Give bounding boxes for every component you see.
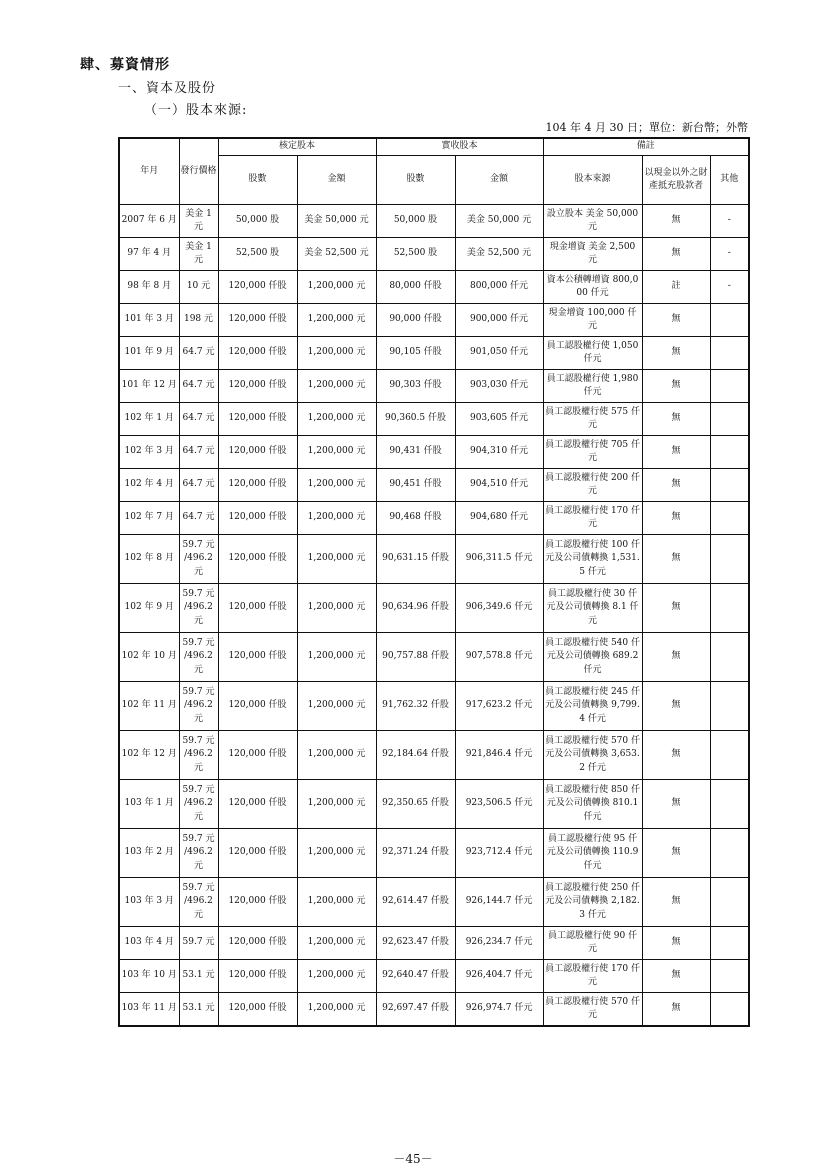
- row-year-month: 102 年 1 月: [119, 403, 179, 436]
- table-row: [119, 502, 749, 535]
- row-issue-price: 64.7 元: [179, 502, 218, 535]
- row-issue-price: 59.7 元 /496.2 元: [179, 535, 218, 584]
- row-paid-shares: 50,000 股: [376, 205, 455, 238]
- row-auth-amount: 1,200,000 元: [297, 535, 376, 584]
- table-row: [119, 535, 749, 584]
- row-source: 員工認股權行使 200 仟元: [543, 469, 642, 502]
- row-paid-amount: 904,510 仟元: [455, 469, 543, 502]
- row-auth-shares: 120,000 仟股: [218, 927, 297, 960]
- row-other: [710, 993, 749, 1026]
- row-non-cash: 無: [642, 403, 710, 436]
- row-non-cash: 無: [642, 960, 710, 993]
- row-paid-amount: 美金 52,500 元: [455, 238, 543, 271]
- table-row: [119, 993, 749, 1026]
- row-issue-price: 64.7 元: [179, 403, 218, 436]
- row-source: 員工認股權行使 90 仟元: [543, 927, 642, 960]
- row-auth-shares: 120,000 仟股: [218, 584, 297, 633]
- row-auth-amount: 美金 50,000 元: [297, 205, 376, 238]
- row-paid-amount: 923,712.4 仟元: [455, 829, 543, 878]
- row-issue-price: 59.7 元 /496.2 元: [179, 682, 218, 731]
- row-issue-price: 59.7 元 /496.2 元: [179, 829, 218, 878]
- row-paid-amount: 926,974.7 仟元: [455, 993, 543, 1026]
- row-auth-amount: 1,200,000 元: [297, 436, 376, 469]
- subsection-heading: 一、資本及股份: [118, 81, 217, 96]
- table-row: [119, 682, 749, 731]
- row-auth-amount: 1,200,000 元: [297, 403, 376, 436]
- row-auth-amount: 1,200,000 元: [297, 927, 376, 960]
- row-source: 員工認股權行使 705 仟元: [543, 436, 642, 469]
- row-paid-shares: 90,631.15 仟股: [376, 535, 455, 584]
- row-auth-amount: 1,200,000 元: [297, 682, 376, 731]
- row-paid-shares: 90,303 仟股: [376, 370, 455, 403]
- header-paid-in: 實收股本: [376, 138, 543, 156]
- row-auth-amount: 1,200,000 元: [297, 960, 376, 993]
- row-paid-shares: 52,500 股: [376, 238, 455, 271]
- row-other: -: [710, 238, 749, 271]
- table-row: [119, 238, 749, 271]
- row-year-month: 102 年 3 月: [119, 436, 179, 469]
- row-source: 員工認股權行使 570 仟元及公司債轉換 3,653.2 仟元: [543, 731, 642, 780]
- row-auth-shares: 120,000 仟股: [218, 403, 297, 436]
- row-auth-shares: 120,000 仟股: [218, 960, 297, 993]
- row-issue-price: 10 元: [179, 271, 218, 304]
- row-non-cash: 無: [642, 584, 710, 633]
- row-paid-shares: 90,634.96 仟股: [376, 584, 455, 633]
- row-source: 員工認股權行使 1,050 仟元: [543, 337, 642, 370]
- row-paid-shares: 92,697.47 仟股: [376, 993, 455, 1026]
- row-source: 員工認股權行使 245 仟元及公司債轉換 9,799.4 仟元: [543, 682, 642, 731]
- row-year-month: 98 年 8 月: [119, 271, 179, 304]
- row-paid-amount: 904,310 仟元: [455, 436, 543, 469]
- row-other: -: [710, 205, 749, 238]
- row-source: 員工認股權行使 170 仟元: [543, 502, 642, 535]
- header-authorized: 核定股本: [218, 138, 376, 156]
- row-other: [710, 370, 749, 403]
- table-row: [119, 731, 749, 780]
- table-row: [119, 633, 749, 682]
- row-source: 員工認股權行使 250 仟元及公司債轉換 2,182.3 仟元: [543, 878, 642, 927]
- row-other: [710, 878, 749, 927]
- table-row: [119, 469, 749, 502]
- row-auth-shares: 120,000 仟股: [218, 993, 297, 1026]
- row-issue-price: 59.7 元 /496.2 元: [179, 731, 218, 780]
- header-source: 股本來源: [543, 156, 642, 205]
- row-issue-price: 64.7 元: [179, 337, 218, 370]
- row-source: 設立股本 美金 50,000 元: [543, 205, 642, 238]
- row-issue-price: 美金 1 元: [179, 238, 218, 271]
- row-source: 員工認股權行使 95 仟元及公司債轉換 110.9 仟元: [543, 829, 642, 878]
- row-auth-shares: 120,000 仟股: [218, 829, 297, 878]
- row-other: [710, 633, 749, 682]
- row-other: [710, 469, 749, 502]
- row-other: [710, 304, 749, 337]
- row-year-month: 101 年 12 月: [119, 370, 179, 403]
- row-auth-shares: 120,000 仟股: [218, 469, 297, 502]
- row-issue-price: 53.1 元: [179, 993, 218, 1026]
- row-other: [710, 927, 749, 960]
- row-paid-amount: 926,404.7 仟元: [455, 960, 543, 993]
- row-year-month: 102 年 11 月: [119, 682, 179, 731]
- row-paid-amount: 903,605 仟元: [455, 403, 543, 436]
- header-non-cash: 以現金以外之財產抵充股款者: [642, 156, 710, 205]
- table-row: [119, 271, 749, 304]
- table-row: [119, 960, 749, 993]
- row-year-month: 102 年 12 月: [119, 731, 179, 780]
- row-year-month: 102 年 10 月: [119, 633, 179, 682]
- unit-note: 104 年 4 月 30 日；單位：新台幣；外幣: [545, 121, 748, 134]
- row-auth-shares: 120,000 仟股: [218, 436, 297, 469]
- row-auth-shares: 50,000 股: [218, 205, 297, 238]
- row-auth-shares: 120,000 仟股: [218, 370, 297, 403]
- row-other: [710, 337, 749, 370]
- row-paid-amount: 904,680 仟元: [455, 502, 543, 535]
- row-paid-amount: 800,000 仟元: [455, 271, 543, 304]
- row-year-month: 2007 年 6 月: [119, 205, 179, 238]
- row-auth-shares: 120,000 仟股: [218, 633, 297, 682]
- row-non-cash: 無: [642, 731, 710, 780]
- row-paid-amount: 921,846.4 仟元: [455, 731, 543, 780]
- row-source: 員工認股權行使 30 仟元及公司債轉換 8.1 仟元: [543, 584, 642, 633]
- row-issue-price: 59.7 元 /496.2 元: [179, 780, 218, 829]
- header-paid-shares: 股數: [376, 156, 455, 205]
- row-auth-shares: 120,000 仟股: [218, 304, 297, 337]
- row-auth-shares: 120,000 仟股: [218, 271, 297, 304]
- row-source: 資本公積轉增資 800,000 仟元: [543, 271, 642, 304]
- table-row: [119, 927, 749, 960]
- row-issue-price: 59.7 元: [179, 927, 218, 960]
- row-auth-shares: 120,000 仟股: [218, 878, 297, 927]
- row-non-cash: 無: [642, 682, 710, 731]
- row-paid-shares: 90,000 仟股: [376, 304, 455, 337]
- row-paid-shares: 92,614.47 仟股: [376, 878, 455, 927]
- table-row: [119, 780, 749, 829]
- row-non-cash: 註: [642, 271, 710, 304]
- row-issue-price: 64.7 元: [179, 370, 218, 403]
- row-year-month: 103 年 11 月: [119, 993, 179, 1026]
- row-auth-shares: 120,000 仟股: [218, 780, 297, 829]
- row-year-month: 103 年 2 月: [119, 829, 179, 878]
- row-non-cash: 無: [642, 829, 710, 878]
- row-year-month: 97 年 4 月: [119, 238, 179, 271]
- section-heading: 肆、募資情形: [80, 57, 170, 73]
- row-paid-shares: 90,431 仟股: [376, 436, 455, 469]
- row-year-month: 103 年 4 月: [119, 927, 179, 960]
- row-paid-shares: 90,468 仟股: [376, 502, 455, 535]
- row-auth-shares: 120,000 仟股: [218, 682, 297, 731]
- row-paid-shares: 90,360.5 仟股: [376, 403, 455, 436]
- row-other: [710, 682, 749, 731]
- row-paid-amount: 美金 50,000 元: [455, 205, 543, 238]
- row-paid-shares: 92,184.64 仟股: [376, 731, 455, 780]
- row-source: 員工認股權行使 100 仟元及公司債轉換 1,531.5 仟元: [543, 535, 642, 584]
- row-source: 現金增資 美金 2,500 元: [543, 238, 642, 271]
- row-paid-amount: 926,234.7 仟元: [455, 927, 543, 960]
- table-row: [119, 403, 749, 436]
- header-remarks: 備註: [543, 138, 749, 156]
- table-row: [119, 304, 749, 337]
- row-year-month: 102 年 7 月: [119, 502, 179, 535]
- row-paid-shares: 80,000 仟股: [376, 271, 455, 304]
- row-year-month: 103 年 1 月: [119, 780, 179, 829]
- subsubsection-heading: （一）股本來源:: [144, 103, 248, 118]
- row-source: 員工認股權行使 540 仟元及公司債轉換 689.2 仟元: [543, 633, 642, 682]
- row-auth-amount: 1,200,000 元: [297, 271, 376, 304]
- header-paid-amount: 金額: [455, 156, 543, 205]
- row-other: [710, 584, 749, 633]
- row-non-cash: 無: [642, 370, 710, 403]
- row-paid-shares: 90,757.88 仟股: [376, 633, 455, 682]
- table-row: [119, 205, 749, 238]
- row-non-cash: 無: [642, 502, 710, 535]
- row-auth-amount: 1,200,000 元: [297, 370, 376, 403]
- row-issue-price: 美金 1 元: [179, 205, 218, 238]
- header-other: 其他: [710, 156, 749, 205]
- row-non-cash: 無: [642, 780, 710, 829]
- row-source: 員工認股權行使 850 仟元及公司債轉換 810.1 仟元: [543, 780, 642, 829]
- row-auth-amount: 1,200,000 元: [297, 780, 376, 829]
- header-issue-price: 發行價格: [179, 138, 218, 205]
- row-paid-amount: 900,000 仟元: [455, 304, 543, 337]
- table-row: [119, 370, 749, 403]
- row-paid-shares: 92,350.65 仟股: [376, 780, 455, 829]
- table-row: [119, 584, 749, 633]
- row-issue-price: 59.7 元 /496.2 元: [179, 633, 218, 682]
- row-other: [710, 436, 749, 469]
- row-year-month: 101 年 9 月: [119, 337, 179, 370]
- row-auth-amount: 1,200,000 元: [297, 993, 376, 1026]
- row-source: 現金增資 100,000 仟元: [543, 304, 642, 337]
- row-auth-amount: 1,200,000 元: [297, 878, 376, 927]
- row-auth-amount: 1,200,000 元: [297, 304, 376, 337]
- row-other: -: [710, 271, 749, 304]
- row-non-cash: 無: [642, 238, 710, 271]
- row-issue-price: 64.7 元: [179, 469, 218, 502]
- row-source: 員工認股權行使 575 仟元: [543, 403, 642, 436]
- row-other: [710, 780, 749, 829]
- row-non-cash: 無: [642, 205, 710, 238]
- header-year-month: 年月: [119, 138, 179, 205]
- row-non-cash: 無: [642, 337, 710, 370]
- row-issue-price: 198 元: [179, 304, 218, 337]
- row-issue-price: 59.7 元 /496.2 元: [179, 878, 218, 927]
- row-paid-shares: 90,451 仟股: [376, 469, 455, 502]
- row-issue-price: 53.1 元: [179, 960, 218, 993]
- table-row: [119, 337, 749, 370]
- row-issue-price: 64.7 元: [179, 436, 218, 469]
- row-paid-shares: 92,623.47 仟股: [376, 927, 455, 960]
- row-auth-amount: 1,200,000 元: [297, 584, 376, 633]
- table-row: [119, 878, 749, 927]
- row-paid-shares: 90,105 仟股: [376, 337, 455, 370]
- row-auth-amount: 1,200,000 元: [297, 337, 376, 370]
- row-other: [710, 960, 749, 993]
- row-other: [710, 829, 749, 878]
- row-year-month: 102 年 8 月: [119, 535, 179, 584]
- capital-source-table: [118, 137, 750, 1027]
- row-paid-amount: 906,349.6 仟元: [455, 584, 543, 633]
- row-auth-amount: 1,200,000 元: [297, 633, 376, 682]
- row-year-month: 103 年 10 月: [119, 960, 179, 993]
- row-year-month: 101 年 3 月: [119, 304, 179, 337]
- row-source: 員工認股權行使 1,980 仟元: [543, 370, 642, 403]
- row-paid-amount: 917,623.2 仟元: [455, 682, 543, 731]
- table-row: [119, 829, 749, 878]
- row-auth-shares: 120,000 仟股: [218, 535, 297, 584]
- row-paid-amount: 907,578.8 仟元: [455, 633, 543, 682]
- row-paid-shares: 91,762.32 仟股: [376, 682, 455, 731]
- row-auth-amount: 1,200,000 元: [297, 469, 376, 502]
- row-non-cash: 無: [642, 993, 710, 1026]
- row-auth-amount: 1,200,000 元: [297, 731, 376, 780]
- row-year-month: 103 年 3 月: [119, 878, 179, 927]
- row-year-month: 102 年 4 月: [119, 469, 179, 502]
- row-non-cash: 無: [642, 878, 710, 927]
- row-non-cash: 無: [642, 535, 710, 584]
- row-paid-shares: 92,371.24 仟股: [376, 829, 455, 878]
- row-paid-amount: 906,311.5 仟元: [455, 535, 543, 584]
- row-issue-price: 59.7 元 /496.2 元: [179, 584, 218, 633]
- row-non-cash: 無: [642, 304, 710, 337]
- row-year-month: 102 年 9 月: [119, 584, 179, 633]
- row-other: [710, 403, 749, 436]
- page-number: －45－: [393, 1152, 433, 1166]
- table-row: [119, 436, 749, 469]
- header-auth-shares: 股數: [218, 156, 297, 205]
- row-source: 員工認股權行使 170 仟元: [543, 960, 642, 993]
- row-auth-shares: 120,000 仟股: [218, 731, 297, 780]
- row-non-cash: 無: [642, 633, 710, 682]
- row-paid-amount: 923,506.5 仟元: [455, 780, 543, 829]
- row-auth-amount: 1,200,000 元: [297, 829, 376, 878]
- row-auth-shares: 120,000 仟股: [218, 337, 297, 370]
- row-paid-amount: 903,030 仟元: [455, 370, 543, 403]
- row-source: 員工認股權行使 570 仟元: [543, 993, 642, 1026]
- row-non-cash: 無: [642, 436, 710, 469]
- row-auth-shares: 120,000 仟股: [218, 502, 297, 535]
- row-paid-shares: 92,640.47 仟股: [376, 960, 455, 993]
- row-auth-amount: 1,200,000 元: [297, 502, 376, 535]
- row-non-cash: 無: [642, 927, 710, 960]
- row-non-cash: 無: [642, 469, 710, 502]
- row-paid-amount: 926,144.7 仟元: [455, 878, 543, 927]
- header-auth-amount: 金額: [297, 156, 376, 205]
- row-paid-amount: 901,050 仟元: [455, 337, 543, 370]
- row-auth-amount: 美金 52,500 元: [297, 238, 376, 271]
- row-auth-shares: 52,500 股: [218, 238, 297, 271]
- row-other: [710, 535, 749, 584]
- row-other: [710, 731, 749, 780]
- row-other: [710, 502, 749, 535]
